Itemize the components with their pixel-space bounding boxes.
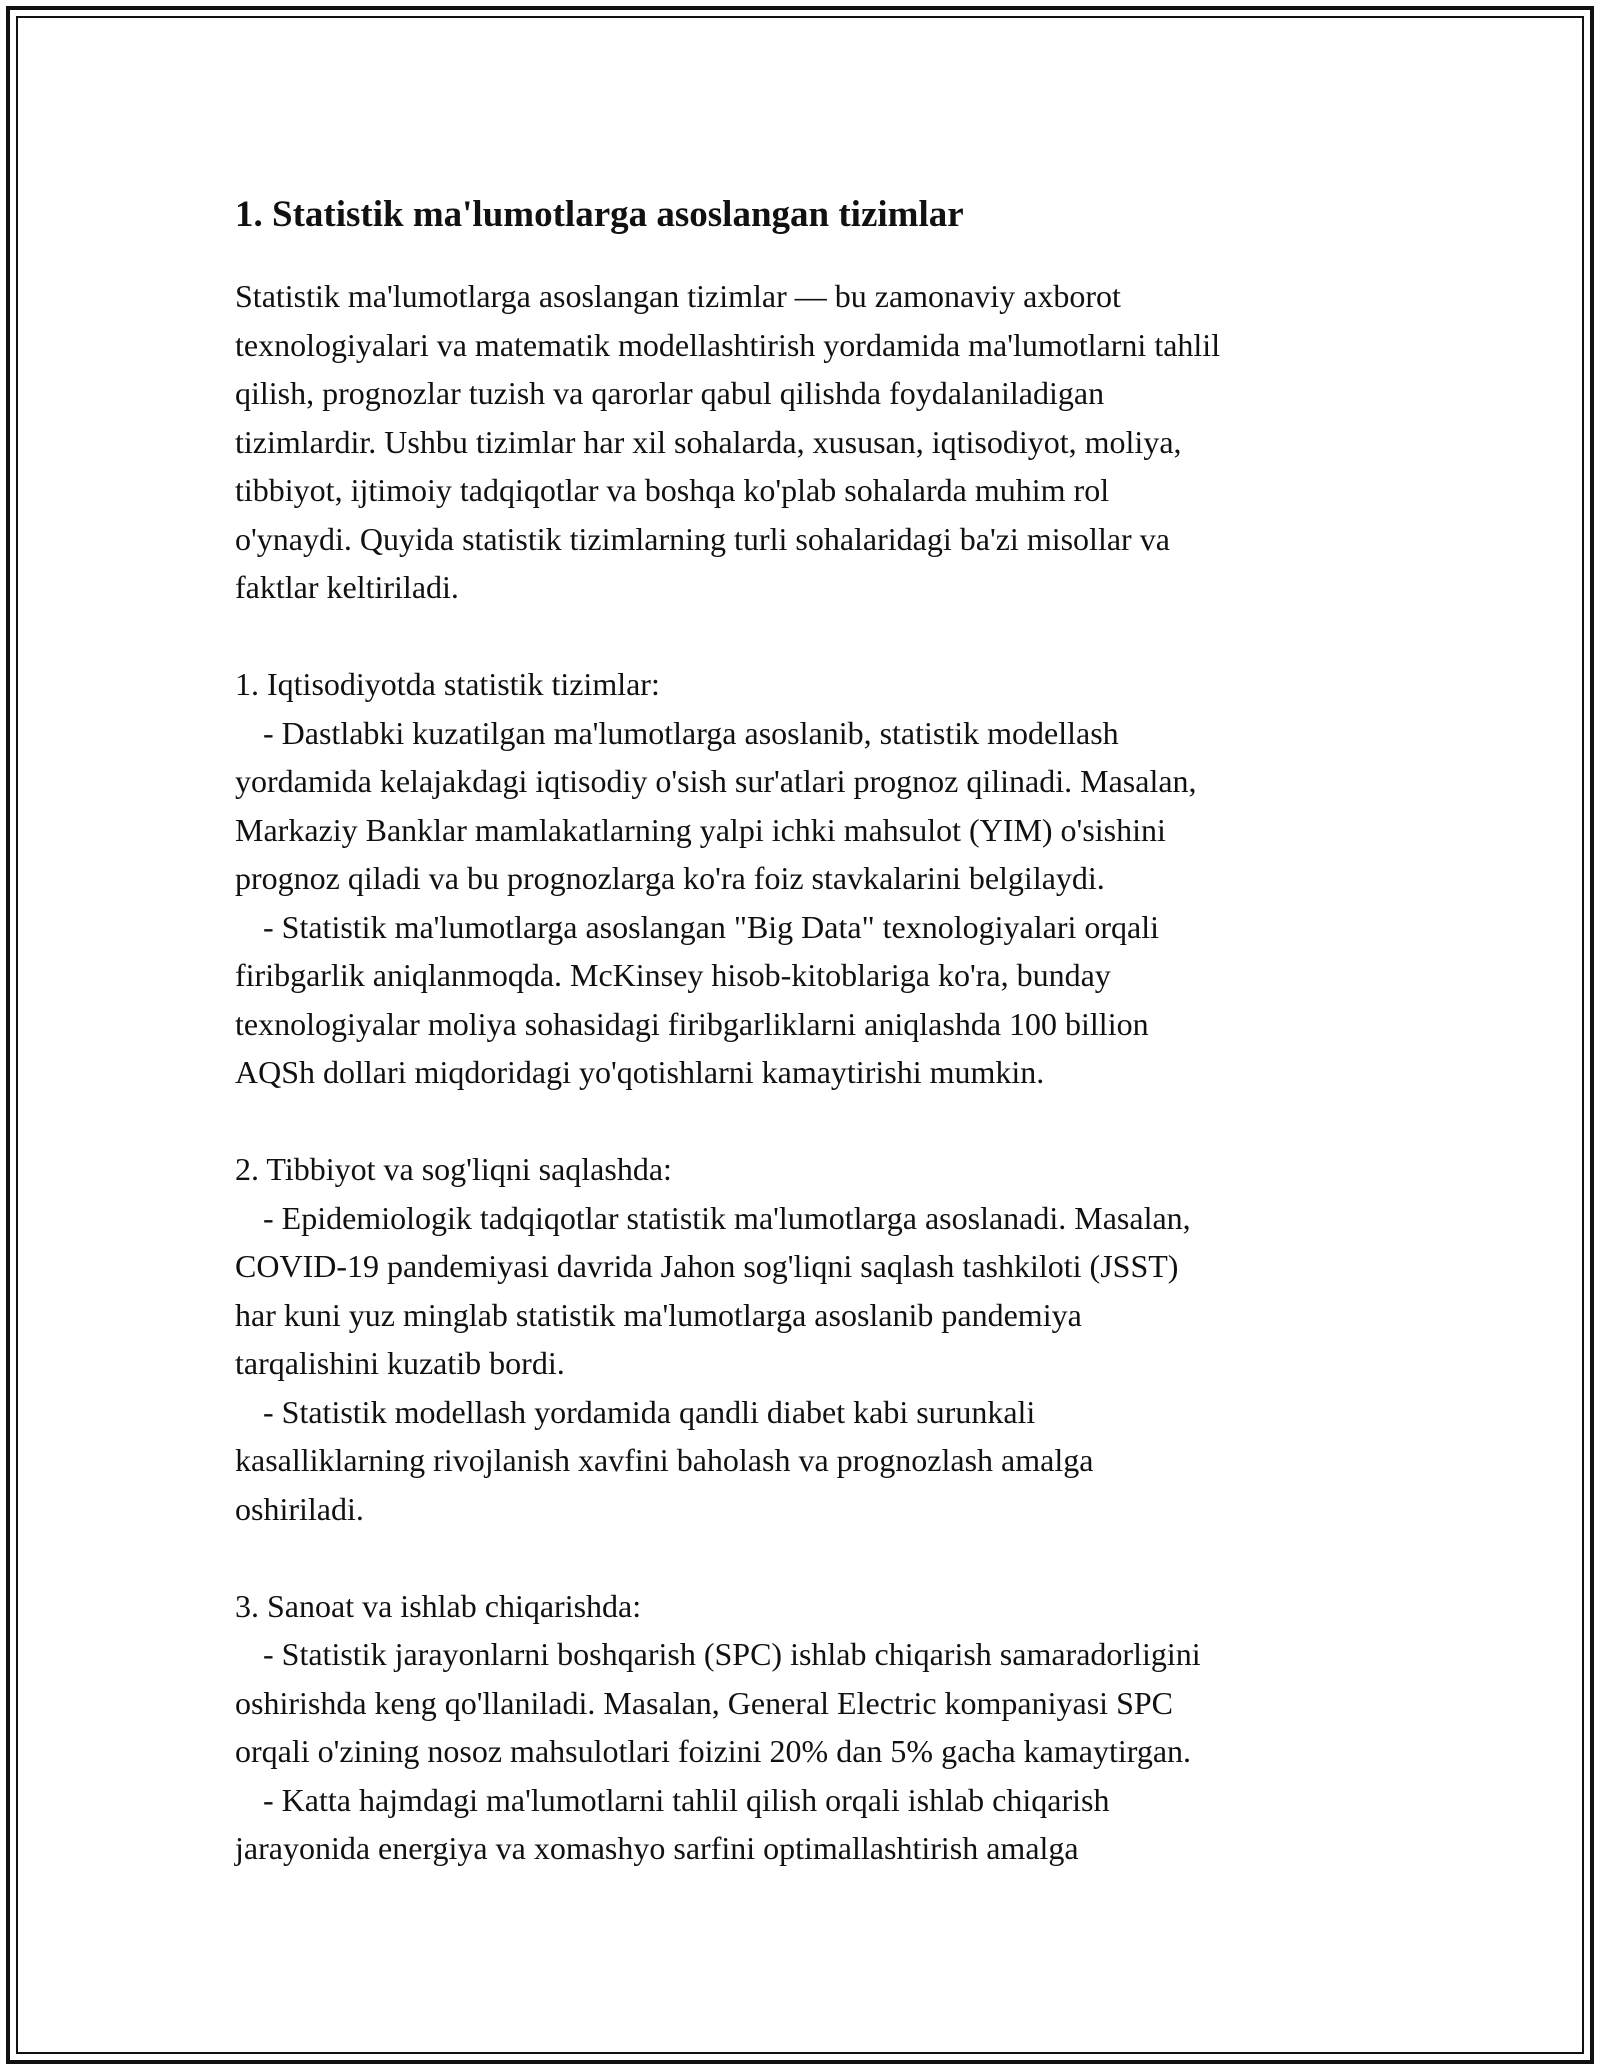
list-item: - Katta hajmdagi ma'lumotlarni tahlil qilish orqali ishlab chiqarish jarayonida energiya va xomashyo sarfini optimallashtirish amalga (235, 1781, 1110, 1866)
section-title: 1. Iqtisodiyotda statistik tizimlar: (235, 666, 660, 702)
document-title: 1. Statistik ma'lumotlarga asoslangan tizimlar (235, 194, 964, 235)
section-title: 3. Sanoat va ishlab chiqarishda: (235, 1587, 642, 1624)
list-item: - Epidemiologik tadqiqotlar statistik ma'lumotlarga asoslanadi. Masalan, COVID-19 pandemiyasi davrida Jahon sog'liqni saqlash tashkiloti (JSST) har kuni yuz minglab statistik ma'lumotlarga asoslanib pandemiya tarqalishini kuzatib bordi. (235, 1199, 1191, 1381)
list-item: - Statistik jarayonlarni boshqarish (SPC) ishlab chiqarish samaradorligini oshirishda keng qo'llaniladi. Masalan, General Electric kompaniyasi SPC orqali o'zining nosoz mahsulotlari foizini 20% dan 5% gacha kamaytirgan. (235, 1636, 1201, 1769)
document-body (235, 187, 1375, 1873)
section-healthcare (235, 1145, 1375, 1533)
section-industry (235, 1582, 1375, 1873)
intro-paragraph: Statistik ma'lumotlarga asoslangan tizimlar — bu zamonaviy axborot texnologiyalari va matematik modellashtirish yordamida ma'lumotlarni tahlil qilish, prognozlar tuzish va qarorlar qabul qilishda foydalaniladigan tizimlardir. Ushbu tizimlar har xil sohalarda, xususan, iqtisodiyot, moliya, tibbiyot, ijtimoiy tadqiqotlar va boshqa ko'plab sohalarda muhim rol o'ynaydi. Quyida statistik tizimlarning turli sohalaridagi ba'zi misollar va faktlar keltiriladi. (235, 278, 1221, 605)
list-item: - Dastlabki kuzatilgan ma'lumotlarga asoslanib, statistik modellash yordamida kelajakdagi iqtisodiy o'sish sur'atlari prognoz qilinadi. Masalan, Markaziy Banklar mamlakatlarning yalpi ichki mahsulot (YIM) o'sishini prognoz qiladi va bu prognozlarga ko'ra foiz stavkalarini belgilaydi. (235, 714, 1197, 896)
list-item: - Statistik ma'lumotlarga asoslangan "Big Data" texnologiyalari orqali firibgarlik aniqlanmoqda. McKinsey hisob-kitoblariga ko'ra, bunday texnologiyalar moliya sohasidagi firibgarliklarni aniqlashda 100 billion AQSh dollari miqdoridagi yo'qotishlarni kamaytirishi mumkin. (235, 908, 1159, 1090)
list-item: - Statistik modellash yordamida qandli diabet kabi surunkali kasalliklarning rivojlanish xavfini baholash va prognozlash amalga oshiriladi. (235, 1393, 1094, 1527)
section-economy (235, 660, 1375, 1097)
section-title: 2. Tibbiyot va sog'liqni saqlashda: (235, 1151, 672, 1187)
